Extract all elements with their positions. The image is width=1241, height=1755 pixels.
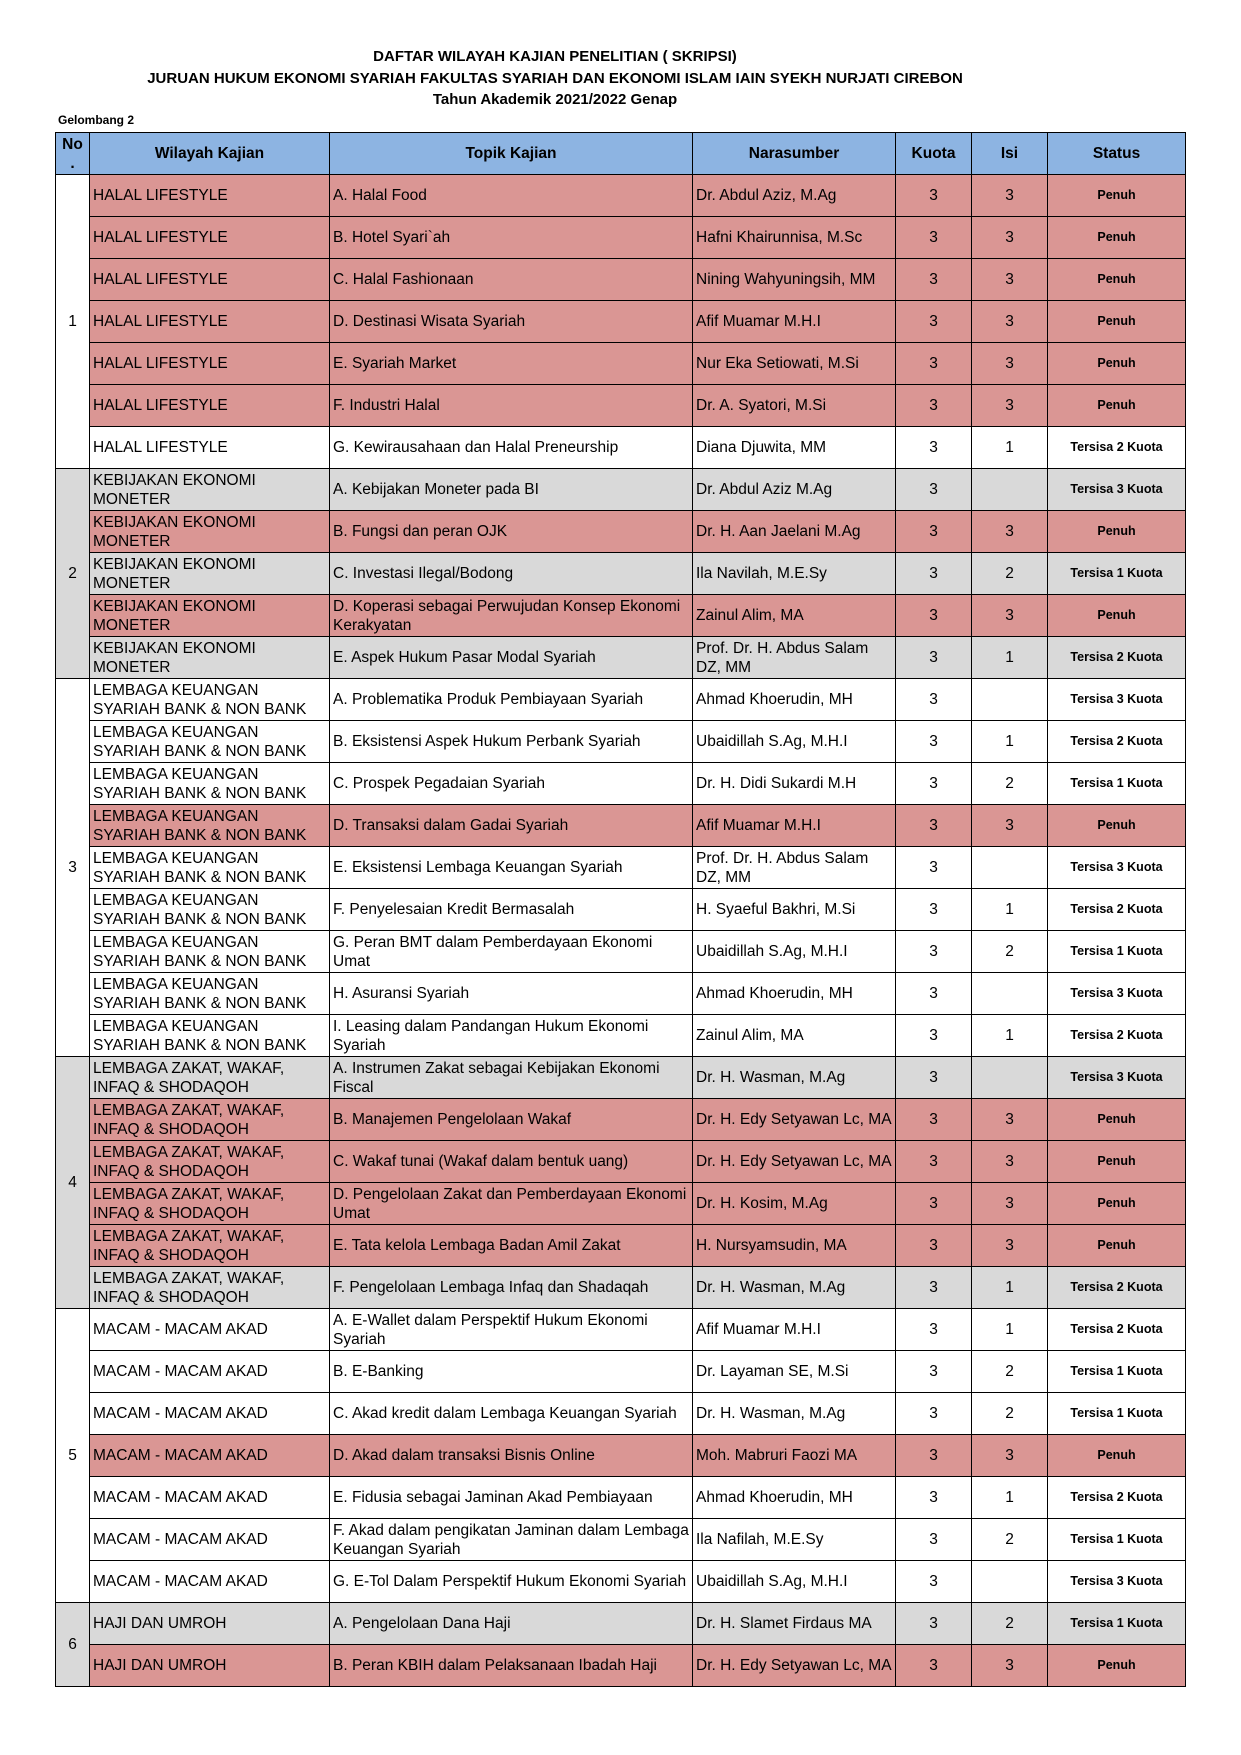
cell-status: Penuh xyxy=(1048,259,1186,301)
cell-isi: 2 xyxy=(972,1393,1048,1435)
cell-kuota: 3 xyxy=(896,1561,972,1603)
table-row xyxy=(56,1519,1186,1561)
table-row xyxy=(56,973,1186,1015)
table-row xyxy=(56,1435,1186,1477)
cell-kuota: 3 xyxy=(896,1267,972,1309)
cell-wilayah: MACAM - MACAM AKAD xyxy=(90,1477,330,1519)
gelombang-label: Gelombang 2 xyxy=(58,113,135,127)
cell-topik: E. Aspek Hukum Pasar Modal Syariah xyxy=(330,637,693,679)
cell-status: Penuh xyxy=(1048,385,1186,427)
cell-wilayah: LEMBAGA KEUANGAN SYARIAH BANK & NON BANK xyxy=(90,889,330,931)
cell-status: Tersisa 2 Kuota xyxy=(1048,637,1186,679)
cell-topik: A. E-Wallet dalam Perspektif Hukum Ekonomi Syariah xyxy=(330,1309,693,1351)
cell-isi: 3 xyxy=(972,217,1048,259)
cell-kuota: 3 xyxy=(896,973,972,1015)
cell-kuota: 3 xyxy=(896,1183,972,1225)
cell-isi xyxy=(972,679,1048,721)
cell-narasumber: Ila Navilah, M.E.Sy xyxy=(693,553,896,595)
cell-kuota: 3 xyxy=(896,259,972,301)
table-row xyxy=(56,259,1186,301)
cell-narasumber: Ubaidillah S.Ag, M.H.I xyxy=(693,931,896,973)
cell-no: 1 xyxy=(56,175,90,469)
cell-kuota: 3 xyxy=(896,469,972,511)
cell-narasumber: Dr. Layaman SE, M.Si xyxy=(693,1351,896,1393)
table-row xyxy=(56,1099,1186,1141)
cell-kuota: 3 xyxy=(896,763,972,805)
cell-narasumber: Dr. H. Edy Setyawan Lc, MA xyxy=(693,1645,896,1687)
cell-status: Penuh xyxy=(1048,511,1186,553)
cell-wilayah: LEMBAGA KEUANGAN SYARIAH BANK & NON BANK xyxy=(90,1015,330,1057)
cell-status: Penuh xyxy=(1048,805,1186,847)
cell-narasumber: Ila Nafilah, M.E.Sy xyxy=(693,1519,896,1561)
cell-isi: 3 xyxy=(972,259,1048,301)
cell-status: Tersisa 3 Kuota xyxy=(1048,1057,1186,1099)
cell-isi: 3 xyxy=(972,805,1048,847)
cell-topik: B. Hotel Syari`ah xyxy=(330,217,693,259)
cell-status: Penuh xyxy=(1048,1225,1186,1267)
cell-no: 3 xyxy=(56,679,90,1057)
cell-narasumber: Nining Wahyuningsih, MM xyxy=(693,259,896,301)
cell-topik: C. Prospek Pegadaian Syariah xyxy=(330,763,693,805)
table-row xyxy=(56,511,1186,553)
cell-status: Penuh xyxy=(1048,1435,1186,1477)
cell-status: Tersisa 1 Kuota xyxy=(1048,931,1186,973)
cell-narasumber: Ahmad Khoerudin, MH xyxy=(693,1477,896,1519)
cell-wilayah: MACAM - MACAM AKAD xyxy=(90,1351,330,1393)
cell-narasumber: Dr. H. Edy Setyawan Lc, MA xyxy=(693,1099,896,1141)
cell-narasumber: Ahmad Khoerudin, MH xyxy=(693,973,896,1015)
cell-topik: E. Fidusia sebagai Jaminan Akad Pembiayaan xyxy=(330,1477,693,1519)
table-row xyxy=(56,1015,1186,1057)
cell-isi: 2 xyxy=(972,1351,1048,1393)
cell-narasumber: Nur Eka Setiowati, M.Si xyxy=(693,343,896,385)
cell-isi xyxy=(972,469,1048,511)
cell-wilayah: LEMBAGA ZAKAT, WAKAF, INFAQ & SHODAQOH xyxy=(90,1183,330,1225)
cell-narasumber: Dr. H. Didi Sukardi M.H xyxy=(693,763,896,805)
cell-status: Tersisa 3 Kuota xyxy=(1048,847,1186,889)
cell-narasumber: Dr. H. Edy Setyawan Lc, MA xyxy=(693,1141,896,1183)
cell-isi: 1 xyxy=(972,721,1048,763)
cell-isi: 3 xyxy=(972,175,1048,217)
cell-kuota: 3 xyxy=(896,553,972,595)
cell-topik: B. Eksistensi Aspek Hukum Perbank Syariah xyxy=(330,721,693,763)
cell-wilayah: KEBIJAKAN EKONOMI MONETER xyxy=(90,511,330,553)
cell-wilayah: HALAL LIFESTYLE xyxy=(90,259,330,301)
cell-wilayah: MACAM - MACAM AKAD xyxy=(90,1519,330,1561)
cell-wilayah: LEMBAGA ZAKAT, WAKAF, INFAQ & SHODAQOH xyxy=(90,1225,330,1267)
cell-isi: 3 xyxy=(972,1141,1048,1183)
cell-isi xyxy=(972,973,1048,1015)
table-row xyxy=(56,1057,1186,1099)
cell-kuota: 3 xyxy=(896,931,972,973)
cell-wilayah: LEMBAGA ZAKAT, WAKAF, INFAQ & SHODAQOH xyxy=(90,1099,330,1141)
col-header-narasumber: Narasumber xyxy=(693,133,896,175)
cell-status: Tersisa 2 Kuota xyxy=(1048,721,1186,763)
cell-kuota: 3 xyxy=(896,679,972,721)
cell-narasumber: Afif Muamar M.H.I xyxy=(693,805,896,847)
cell-topik: A. Problematika Produk Pembiayaan Syariah xyxy=(330,679,693,721)
table-row xyxy=(56,385,1186,427)
cell-wilayah: HALAL LIFESTYLE xyxy=(90,175,330,217)
cell-status: Tersisa 3 Kuota xyxy=(1048,1561,1186,1603)
cell-isi: 3 xyxy=(972,1435,1048,1477)
cell-kuota: 3 xyxy=(896,847,972,889)
cell-kuota: 3 xyxy=(896,1057,972,1099)
table-row xyxy=(56,1141,1186,1183)
cell-wilayah: KEBIJAKAN EKONOMI MONETER xyxy=(90,595,330,637)
cell-kuota: 3 xyxy=(896,511,972,553)
cell-status: Tersisa 2 Kuota xyxy=(1048,427,1186,469)
cell-narasumber: Dr. H. Wasman, M.Ag xyxy=(693,1057,896,1099)
cell-narasumber: Ahmad Khoerudin, MH xyxy=(693,679,896,721)
table-body xyxy=(56,175,1186,1687)
cell-topik: D. Destinasi Wisata Syariah xyxy=(330,301,693,343)
table-row xyxy=(56,1351,1186,1393)
cell-wilayah: HALAL LIFESTYLE xyxy=(90,385,330,427)
cell-kuota: 3 xyxy=(896,1435,972,1477)
cell-status: Tersisa 3 Kuota xyxy=(1048,973,1186,1015)
document-subtitle: JURUAN HUKUM EKONOMI SYARIAH FAKULTAS SYARIAH DAN EKONOMI ISLAM IAIN SYEKH NURJATI CIREBON xyxy=(147,70,963,87)
cell-isi: 3 xyxy=(972,343,1048,385)
cell-isi: 3 xyxy=(972,595,1048,637)
cell-status: Tersisa 2 Kuota xyxy=(1048,1309,1186,1351)
cell-topik: B. E-Banking xyxy=(330,1351,693,1393)
cell-status: Tersisa 1 Kuota xyxy=(1048,1351,1186,1393)
research-topics-table xyxy=(55,132,1186,1687)
cell-topik: F. Akad dalam pengikatan Jaminan dalam Lembaga Keuangan Syariah xyxy=(330,1519,693,1561)
table-row xyxy=(56,721,1186,763)
cell-wilayah: LEMBAGA KEUANGAN SYARIAH BANK & NON BANK xyxy=(90,805,330,847)
cell-wilayah: LEMBAGA KEUANGAN SYARIAH BANK & NON BANK xyxy=(90,973,330,1015)
cell-no: 5 xyxy=(56,1309,90,1603)
cell-narasumber: Hafni Khairunnisa, M.Sc xyxy=(693,217,896,259)
cell-wilayah: HAJI DAN UMROH xyxy=(90,1645,330,1687)
cell-narasumber: Prof. Dr. H. Abdus Salam DZ, MM xyxy=(693,637,896,679)
cell-no: 4 xyxy=(56,1057,90,1309)
table-row xyxy=(56,343,1186,385)
cell-topik: A. Kebijakan Moneter pada BI xyxy=(330,469,693,511)
cell-topik: E. Eksistensi Lembaga Keuangan Syariah xyxy=(330,847,693,889)
cell-wilayah: MACAM - MACAM AKAD xyxy=(90,1309,330,1351)
cell-status: Tersisa 2 Kuota xyxy=(1048,889,1186,931)
cell-wilayah: KEBIJAKAN EKONOMI MONETER xyxy=(90,469,330,511)
cell-narasumber: Zainul Alim, MA xyxy=(693,595,896,637)
table-row xyxy=(56,1267,1186,1309)
cell-topik: A. Instrumen Zakat sebagai Kebijakan Ekonomi Fiscal xyxy=(330,1057,693,1099)
cell-narasumber: Dr. H. Aan Jaelani M.Ag xyxy=(693,511,896,553)
cell-narasumber: Ubaidillah S.Ag, M.H.I xyxy=(693,1561,896,1603)
col-header-wilayah: Wilayah Kajian xyxy=(90,133,330,175)
cell-isi: 3 xyxy=(972,1645,1048,1687)
cell-status: Tersisa 2 Kuota xyxy=(1048,1477,1186,1519)
cell-wilayah: HALAL LIFESTYLE xyxy=(90,427,330,469)
table-row xyxy=(56,889,1186,931)
cell-kuota: 3 xyxy=(896,1225,972,1267)
cell-isi: 2 xyxy=(972,763,1048,805)
cell-isi xyxy=(972,847,1048,889)
cell-status: Penuh xyxy=(1048,1099,1186,1141)
cell-topik: G. Kewirausahaan dan Halal Preneurship xyxy=(330,427,693,469)
cell-narasumber: H. Nursyamsudin, MA xyxy=(693,1225,896,1267)
cell-isi: 1 xyxy=(972,1267,1048,1309)
table-row xyxy=(56,763,1186,805)
cell-kuota: 3 xyxy=(896,1141,972,1183)
cell-topik: C. Wakaf tunai (Wakaf dalam bentuk uang) xyxy=(330,1141,693,1183)
col-header-isi: Isi xyxy=(972,133,1048,175)
cell-kuota: 3 xyxy=(896,721,972,763)
cell-topik: H. Asuransi Syariah xyxy=(330,973,693,1015)
cell-narasumber: Diana Djuwita, MM xyxy=(693,427,896,469)
cell-status: Penuh xyxy=(1048,217,1186,259)
cell-kuota: 3 xyxy=(896,1309,972,1351)
cell-kuota: 3 xyxy=(896,385,972,427)
cell-kuota: 3 xyxy=(896,1645,972,1687)
cell-wilayah: LEMBAGA KEUANGAN SYARIAH BANK & NON BANK xyxy=(90,763,330,805)
cell-narasumber: Afif Muamar M.H.I xyxy=(693,1309,896,1351)
cell-status: Tersisa 2 Kuota xyxy=(1048,1015,1186,1057)
cell-topik: E. Syariah Market xyxy=(330,343,693,385)
cell-topik: C. Investasi Ilegal/Bodong xyxy=(330,553,693,595)
cell-isi: 2 xyxy=(972,1519,1048,1561)
table-row xyxy=(56,427,1186,469)
cell-topik: D. Pengelolaan Zakat dan Pemberdayaan Ekonomi Umat xyxy=(330,1183,693,1225)
cell-topik: A. Halal Food xyxy=(330,175,693,217)
cell-isi: 2 xyxy=(972,931,1048,973)
cell-kuota: 3 xyxy=(896,1351,972,1393)
cell-no: 6 xyxy=(56,1603,90,1687)
cell-topik: B. Manajemen Pengelolaan Wakaf xyxy=(330,1099,693,1141)
cell-status: Penuh xyxy=(1048,175,1186,217)
cell-isi: 3 xyxy=(972,385,1048,427)
table-row xyxy=(56,1477,1186,1519)
cell-isi: 1 xyxy=(972,637,1048,679)
table-row xyxy=(56,175,1186,217)
table-row xyxy=(56,679,1186,721)
cell-status: Tersisa 1 Kuota xyxy=(1048,1603,1186,1645)
table-row xyxy=(56,1603,1186,1645)
table-row xyxy=(56,1183,1186,1225)
cell-kuota: 3 xyxy=(896,217,972,259)
cell-wilayah: HALAL LIFESTYLE xyxy=(90,217,330,259)
table-row xyxy=(56,1225,1186,1267)
cell-kuota: 3 xyxy=(896,301,972,343)
cell-isi: 1 xyxy=(972,1309,1048,1351)
cell-topik: F. Industri Halal xyxy=(330,385,693,427)
cell-kuota: 3 xyxy=(896,595,972,637)
cell-wilayah: LEMBAGA KEUANGAN SYARIAH BANK & NON BANK xyxy=(90,847,330,889)
cell-topik: G. Peran BMT dalam Pemberdayaan Ekonomi Umat xyxy=(330,931,693,973)
cell-status: Penuh xyxy=(1048,595,1186,637)
cell-status: Penuh xyxy=(1048,343,1186,385)
academic-year: Tahun Akademik 2021/2022 Genap xyxy=(432,91,678,108)
cell-wilayah: LEMBAGA KEUANGAN SYARIAH BANK & NON BANK xyxy=(90,931,330,973)
cell-narasumber: Ubaidillah S.Ag, M.H.I xyxy=(693,721,896,763)
document-title: DAFTAR WILAYAH KAJIAN PENELITIAN ( SKRIPSI) xyxy=(373,48,737,65)
cell-wilayah: LEMBAGA KEUANGAN SYARIAH BANK & NON BANK xyxy=(90,679,330,721)
table-header-row xyxy=(56,133,1186,175)
cell-kuota: 3 xyxy=(896,1603,972,1645)
cell-kuota: 3 xyxy=(896,805,972,847)
cell-isi: 1 xyxy=(972,427,1048,469)
cell-wilayah: LEMBAGA ZAKAT, WAKAF, INFAQ & SHODAQOH xyxy=(90,1057,330,1099)
cell-status: Tersisa 1 Kuota xyxy=(1048,553,1186,595)
col-header-topik: Topik Kajian xyxy=(330,133,693,175)
cell-isi: 1 xyxy=(972,889,1048,931)
cell-isi xyxy=(972,1561,1048,1603)
cell-status: Tersisa 1 Kuota xyxy=(1048,1393,1186,1435)
cell-topik: B. Fungsi dan peran OJK xyxy=(330,511,693,553)
cell-narasumber: Afif Muamar M.H.I xyxy=(693,301,896,343)
cell-status: Tersisa 3 Kuota xyxy=(1048,469,1186,511)
table-row xyxy=(56,637,1186,679)
cell-status: Penuh xyxy=(1048,301,1186,343)
cell-isi: 2 xyxy=(972,1603,1048,1645)
cell-wilayah: MACAM - MACAM AKAD xyxy=(90,1393,330,1435)
table-row xyxy=(56,805,1186,847)
cell-narasumber: Dr. Abdul Aziz M.Ag xyxy=(693,469,896,511)
cell-wilayah: LEMBAGA KEUANGAN SYARIAH BANK & NON BANK xyxy=(90,721,330,763)
table-row xyxy=(56,1561,1186,1603)
cell-kuota: 3 xyxy=(896,343,972,385)
cell-isi: 2 xyxy=(972,553,1048,595)
cell-topik: D. Transaksi dalam Gadai Syariah xyxy=(330,805,693,847)
cell-kuota: 3 xyxy=(896,427,972,469)
cell-topik: D. Koperasi sebagai Perwujudan Konsep Ekonomi Kerakyatan xyxy=(330,595,693,637)
cell-wilayah: KEBIJAKAN EKONOMI MONETER xyxy=(90,553,330,595)
cell-kuota: 3 xyxy=(896,889,972,931)
cell-kuota: 3 xyxy=(896,1099,972,1141)
cell-isi: 1 xyxy=(972,1477,1048,1519)
cell-isi: 3 xyxy=(972,1183,1048,1225)
cell-narasumber: Dr. H. Kosim, M.Ag xyxy=(693,1183,896,1225)
table-row xyxy=(56,469,1186,511)
cell-status: Tersisa 3 Kuota xyxy=(1048,679,1186,721)
table-row xyxy=(56,1645,1186,1687)
table-row xyxy=(56,1393,1186,1435)
cell-topik: I. Leasing dalam Pandangan Hukum Ekonomi Syariah xyxy=(330,1015,693,1057)
cell-isi: 3 xyxy=(972,1225,1048,1267)
cell-narasumber: H. Syaeful Bakhri, M.Si xyxy=(693,889,896,931)
table-row xyxy=(56,595,1186,637)
cell-topik: B. Peran KBIH dalam Pelaksanaan Ibadah Haji xyxy=(330,1645,693,1687)
cell-isi: 3 xyxy=(972,1099,1048,1141)
cell-wilayah: LEMBAGA ZAKAT, WAKAF, INFAQ & SHODAQOH xyxy=(90,1141,330,1183)
cell-wilayah: KEBIJAKAN EKONOMI MONETER xyxy=(90,637,330,679)
cell-status: Penuh xyxy=(1048,1645,1186,1687)
table-row xyxy=(56,553,1186,595)
cell-topik: C. Akad kredit dalam Lembaga Keuangan Syariah xyxy=(330,1393,693,1435)
cell-wilayah: LEMBAGA ZAKAT, WAKAF, INFAQ & SHODAQOH xyxy=(90,1267,330,1309)
table-row xyxy=(56,301,1186,343)
cell-narasumber: Dr. H. Wasman, M.Ag xyxy=(693,1267,896,1309)
cell-wilayah: MACAM - MACAM AKAD xyxy=(90,1561,330,1603)
cell-status: Penuh xyxy=(1048,1183,1186,1225)
table-row xyxy=(56,1309,1186,1351)
cell-topik: F. Pengelolaan Lembaga Infaq dan Shadaqah xyxy=(330,1267,693,1309)
cell-kuota: 3 xyxy=(896,1393,972,1435)
cell-topik: C. Halal Fashionaan xyxy=(330,259,693,301)
table-row xyxy=(56,847,1186,889)
cell-topik: D. Akad dalam transaksi Bisnis Online xyxy=(330,1435,693,1477)
cell-wilayah: MACAM - MACAM AKAD xyxy=(90,1435,330,1477)
cell-kuota: 3 xyxy=(896,637,972,679)
cell-narasumber: Zainul Alim, MA xyxy=(693,1015,896,1057)
cell-narasumber: Prof. Dr. H. Abdus Salam DZ, MM xyxy=(693,847,896,889)
cell-topik: G. E-Tol Dalam Perspektif Hukum Ekonomi Syariah xyxy=(330,1561,693,1603)
cell-status: Penuh xyxy=(1048,1141,1186,1183)
cell-narasumber: Dr. A. Syatori, M.Si xyxy=(693,385,896,427)
cell-isi: 1 xyxy=(972,1015,1048,1057)
col-header-no: No . xyxy=(56,133,90,175)
cell-wilayah: HALAL LIFESTYLE xyxy=(90,301,330,343)
cell-topik: F. Penyelesaian Kredit Bermasalah xyxy=(330,889,693,931)
cell-isi xyxy=(972,1057,1048,1099)
cell-wilayah: HAJI DAN UMROH xyxy=(90,1603,330,1645)
cell-narasumber: Dr. Abdul Aziz, M.Ag xyxy=(693,175,896,217)
page-cutoff xyxy=(0,1700,1241,1755)
cell-status: Tersisa 1 Kuota xyxy=(1048,763,1186,805)
cell-isi: 3 xyxy=(972,301,1048,343)
cell-narasumber: Dr. H. Slamet Firdaus MA xyxy=(693,1603,896,1645)
cell-status: Tersisa 2 Kuota xyxy=(1048,1267,1186,1309)
cell-isi: 3 xyxy=(972,511,1048,553)
cell-kuota: 3 xyxy=(896,1477,972,1519)
cell-narasumber: Dr. H. Wasman, M.Ag xyxy=(693,1393,896,1435)
cell-narasumber: Moh. Mabruri Faozi MA xyxy=(693,1435,896,1477)
cell-topik: E. Tata kelola Lembaga Badan Amil Zakat xyxy=(330,1225,693,1267)
table-row xyxy=(56,217,1186,259)
cell-kuota: 3 xyxy=(896,175,972,217)
cell-no: 2 xyxy=(56,469,90,679)
col-header-status: Status xyxy=(1048,133,1186,175)
col-header-kuota: Kuota xyxy=(896,133,972,175)
table-row xyxy=(56,931,1186,973)
cell-status: Tersisa 1 Kuota xyxy=(1048,1519,1186,1561)
cell-wilayah: HALAL LIFESTYLE xyxy=(90,343,330,385)
cell-kuota: 3 xyxy=(896,1519,972,1561)
cell-topik: A. Pengelolaan Dana Haji xyxy=(330,1603,693,1645)
cell-kuota: 3 xyxy=(896,1015,972,1057)
